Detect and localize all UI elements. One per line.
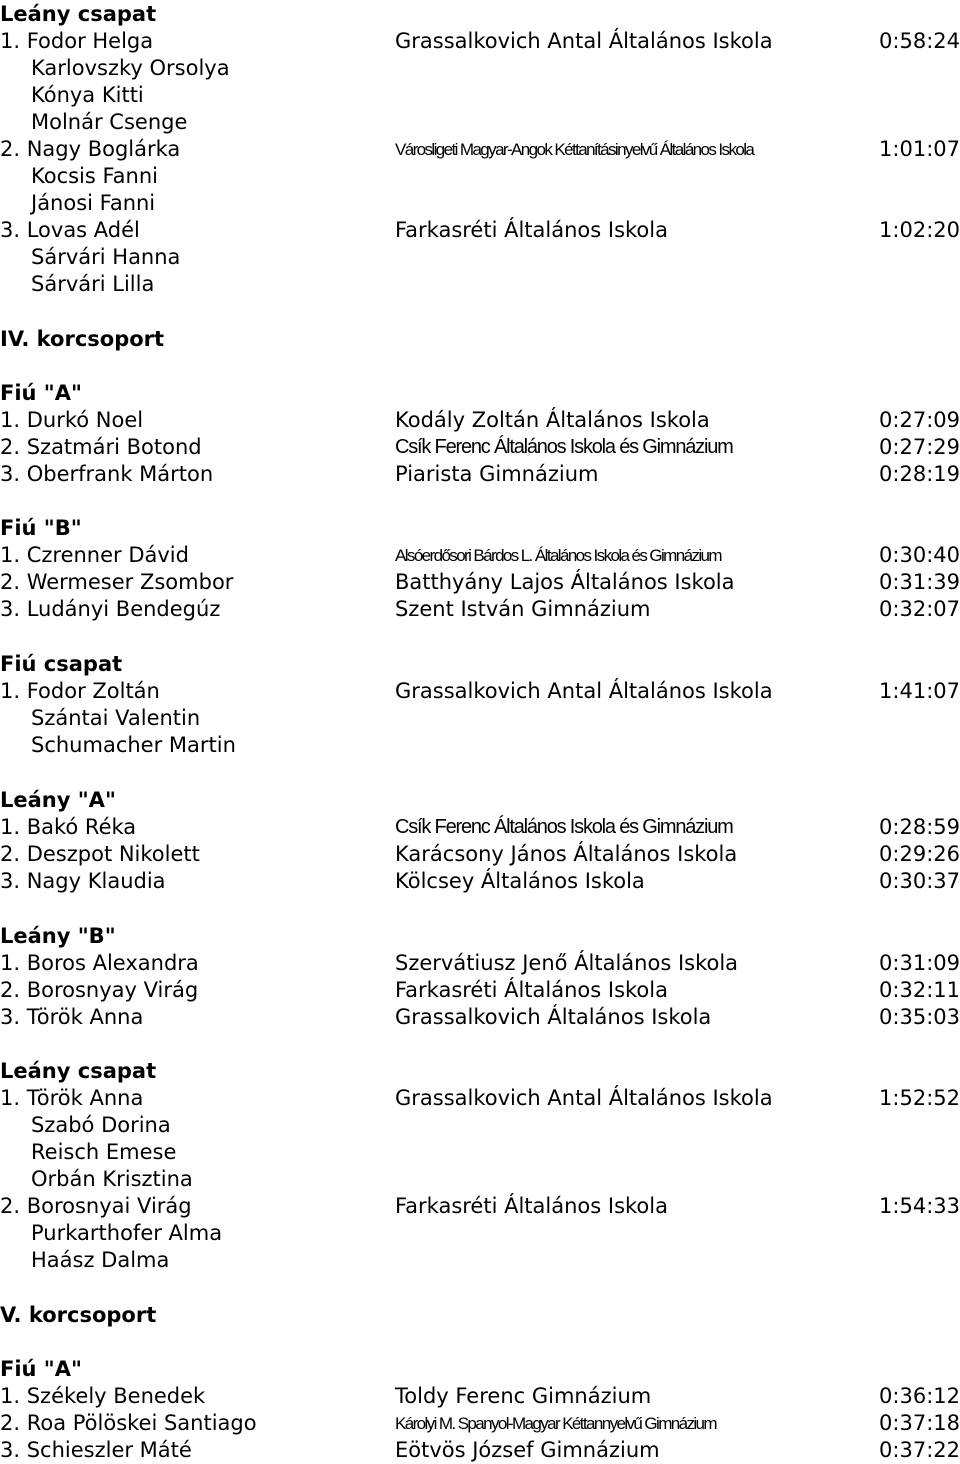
section-heading (0, 651, 960, 678)
result-row (0, 569, 960, 596)
result-row (0, 542, 960, 569)
team-member-name: Kocsis Fanni (31, 164, 158, 188)
competitor-name: 3. Oberfrank Márton (0, 462, 214, 486)
result-row (0, 1085, 960, 1112)
school-name: Farkasréti Általános Iskola (395, 1194, 668, 1218)
school-name: Kodály Zoltán Általános Iskola (395, 408, 710, 432)
finish-time: 0:31:09 (879, 951, 960, 975)
team-member-name: Orbán Krisztina (31, 1167, 193, 1191)
school-name: Toldy Ferenc Gimnázium (395, 1384, 652, 1408)
competitor-name: 1. Czrenner Dávid (0, 543, 189, 567)
section-heading-text: Fiú "A" (0, 381, 82, 405)
section-heading (0, 380, 960, 407)
team-member-row (0, 705, 960, 732)
competitor-name: 3. Schieszler Máté (0, 1438, 192, 1462)
team-member-row (0, 109, 960, 136)
finish-time: 0:37:18 (879, 1411, 960, 1435)
team-member-row (0, 82, 960, 109)
school-name: Szervátiusz Jenő Általános Iskola (395, 951, 739, 975)
result-row (0, 1437, 960, 1464)
team-member-row (0, 1247, 960, 1274)
section-heading-text: V. korcsoport (0, 1303, 157, 1327)
competitor-name: 2. Szatmári Botond (0, 435, 202, 459)
school-name: Alsóerdősori Bárdos L. Általános Iskola és Gimnázium (395, 546, 721, 565)
section-heading (0, 787, 960, 814)
result-row (0, 868, 960, 895)
section-heading-text: Leány "A" (0, 788, 116, 812)
finish-time: 1:52:52 (879, 1086, 960, 1110)
team-member-row (0, 55, 960, 82)
finish-time: 0:27:29 (879, 435, 960, 459)
finish-time: 1:41:07 (879, 679, 960, 703)
team-member-row (0, 1166, 960, 1193)
competitor-name: 3. Lovas Adél (0, 218, 140, 242)
team-member-name: Karlovszky Orsolya (31, 56, 230, 80)
section-heading (0, 326, 960, 353)
result-row (0, 1410, 960, 1437)
result-row (0, 28, 960, 55)
result-row (0, 434, 960, 461)
school-name: Grassalkovich Antal Általános Iskola (395, 1086, 773, 1110)
team-member-name: Jánosi Fanni (31, 191, 156, 215)
competitor-name: 3. Nagy Klaudia (0, 869, 166, 893)
team-member-row (0, 163, 960, 190)
section-heading-text: Leány csapat (0, 1059, 157, 1083)
finish-time: 0:28:19 (879, 462, 960, 486)
result-row (0, 136, 960, 163)
team-member-name: Szántai Valentin (31, 706, 201, 730)
result-row (0, 461, 960, 488)
competitor-name: 1. Székely Benedek (0, 1384, 206, 1408)
competitor-name: 1. Török Anna (0, 1086, 144, 1110)
team-member-row (0, 190, 960, 217)
section-heading-text: Fiú "A" (0, 1357, 82, 1381)
competitor-name: 1. Fodor Zoltán (0, 679, 160, 703)
section-heading (0, 923, 960, 950)
school-name: Csík Ferenc Általános Iskola és Gimnázium (395, 816, 733, 838)
school-name: Kölcsey Általános Iskola (395, 869, 645, 893)
team-member-row (0, 1139, 960, 1166)
section-heading (0, 1, 960, 28)
school-name: Csík Ferenc Általános Iskola és Gimnázium (395, 436, 733, 458)
section-heading (0, 1356, 960, 1383)
finish-time: 0:58:24 (879, 29, 960, 53)
school-name: Batthyány Lajos Általános Iskola (395, 570, 735, 594)
school-name: Városligeti Magyar-Angok Kéttanításinyelvű Általános Iskola (395, 140, 754, 159)
school-name: Grassalkovich Antal Általános Iskola (395, 29, 773, 53)
competitor-name: 2. Borosnyai Virág (0, 1194, 192, 1218)
team-member-name: Kónya Kitti (31, 83, 144, 107)
team-member-row (0, 1220, 960, 1247)
section-heading (0, 515, 960, 542)
competitor-name: 2. Nagy Boglárka (0, 137, 181, 161)
competitor-name: 3. Török Anna (0, 1005, 144, 1029)
section-heading (0, 1302, 960, 1329)
finish-time: 0:37:22 (879, 1438, 960, 1462)
team-member-row (0, 1112, 960, 1139)
finish-time: 0:32:07 (879, 597, 960, 621)
school-name: Grassalkovich Antal Általános Iskola (395, 679, 773, 703)
school-name: Károlyi M. Spanyol-Magyar Kéttannyelvű Gimnázium (395, 1414, 716, 1433)
competitor-name: 3. Ludányi Bendegúz (0, 597, 221, 621)
school-name: Karácsony János Általános Iskola (395, 842, 738, 866)
finish-time: 0:27:09 (879, 408, 960, 432)
competitor-name: 2. Wermeser Zsombor (0, 570, 234, 594)
result-row (0, 950, 960, 977)
finish-time: 1:54:33 (879, 1194, 960, 1218)
team-member-name: Schumacher Martin (31, 733, 236, 757)
school-name: Grassalkovich Általános Iskola (395, 1005, 712, 1029)
finish-time: 0:30:40 (879, 543, 960, 567)
result-row (0, 596, 960, 623)
finish-time: 0:35:03 (879, 1005, 960, 1029)
team-member-row (0, 244, 960, 271)
competitor-name: 2. Deszpot Nikolett (0, 842, 200, 866)
team-member-name: Molnár Csenge (31, 110, 188, 134)
finish-time: 0:29:26 (879, 842, 960, 866)
section-heading-text: Fiú csapat (0, 652, 123, 676)
result-row (0, 1004, 960, 1031)
team-member-name: Haász Dalma (31, 1248, 170, 1272)
section-heading-text: Fiú "B" (0, 516, 82, 540)
finish-time: 1:02:20 (879, 218, 960, 242)
result-row (0, 841, 960, 868)
result-row (0, 407, 960, 434)
result-row (0, 217, 960, 244)
competitor-name: 1. Durkó Noel (0, 408, 144, 432)
finish-time: 0:31:39 (879, 570, 960, 594)
competitor-name: 1. Fodor Helga (0, 29, 154, 53)
school-name: Piarista Gimnázium (395, 462, 599, 486)
team-member-row (0, 732, 960, 759)
section-heading-text: Leány csapat (0, 2, 157, 26)
result-row (0, 678, 960, 705)
section-heading (0, 1058, 960, 1085)
finish-time: 0:36:12 (879, 1384, 960, 1408)
finish-time: 1:01:07 (879, 137, 960, 161)
result-row (0, 1383, 960, 1410)
competitor-name: 1. Bakó Réka (0, 815, 137, 839)
team-member-name: Reisch Emese (31, 1140, 177, 1164)
team-member-name: Sárvári Hanna (31, 245, 181, 269)
competitor-name: 1. Boros Alexandra (0, 951, 199, 975)
team-member-name: Purkarthofer Alma (31, 1221, 223, 1245)
school-name: Eötvös József Gimnázium (395, 1438, 660, 1462)
competitor-name: 2. Borosnyay Virág (0, 978, 199, 1002)
result-row (0, 814, 960, 841)
team-member-row (0, 271, 960, 298)
section-heading-text: Leány "B" (0, 924, 116, 948)
competitor-name: 2. Roa Pölöskei Santiago (0, 1411, 257, 1435)
school-name: Farkasréti Általános Iskola (395, 978, 668, 1002)
team-member-name: Sárvári Lilla (31, 272, 155, 296)
finish-time: 0:30:37 (879, 869, 960, 893)
finish-time: 0:32:11 (879, 978, 960, 1002)
result-row (0, 977, 960, 1004)
school-name: Szent István Gimnázium (395, 597, 651, 621)
team-member-name: Szabó Dorina (31, 1113, 171, 1137)
section-heading-text: IV. korcsoport (0, 327, 165, 351)
result-row (0, 1193, 960, 1220)
finish-time: 0:28:59 (879, 815, 960, 839)
school-name: Farkasréti Általános Iskola (395, 218, 668, 242)
